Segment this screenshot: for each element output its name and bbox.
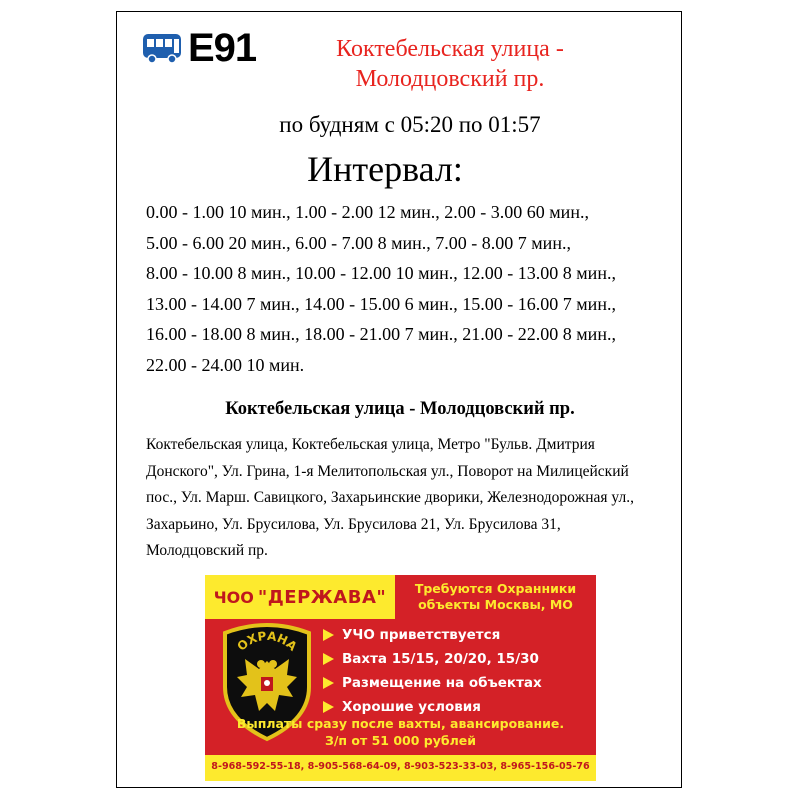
stops-title: Коктебельская улица - Молодцовский пр. <box>225 399 575 419</box>
ad-company-name: "ДЕРЖАВА" <box>257 586 387 608</box>
badge-text: ОХРАНА <box>234 628 300 654</box>
ad-pay-info <box>205 715 596 749</box>
arrow-icon <box>323 629 334 641</box>
interval-line: 0.00 - 1.00 10 мин., 1.00 - 2.00 12 мин., 2.00 - 3.00 60 мин., <box>146 202 589 222</box>
security-job-ad <box>205 575 596 781</box>
route-header <box>142 28 256 68</box>
route-number: E91 <box>188 26 257 70</box>
ad-pay-line2: З/п от 51 000 рублей <box>324 733 477 748</box>
arrow-icon <box>323 653 334 665</box>
interval-list <box>146 197 616 380</box>
ad-bullet: Вахта 15/15, 20/20, 15/30 <box>323 647 542 671</box>
ad-bullet: УЧО приветствуется <box>323 623 542 647</box>
interval-line: 5.00 - 6.00 20 мин., 6.00 - 7.00 8 мин., 7.00 - 8.00 7 мин., <box>146 232 571 253</box>
interval-line: 22.00 - 24.00 10 мин. <box>146 354 305 375</box>
bus-icon <box>142 31 182 65</box>
ad-header <box>205 575 596 619</box>
ad-job-title <box>395 575 596 619</box>
route-name-line1: Коктебельская улица - <box>336 36 564 62</box>
interval-line: 8.00 - 10.00 8 мин., 10.00 - 12.00 10 мин., 12.00 - 13.00 8 мин., <box>146 263 616 283</box>
ad-job-line1: Требуются Охранники <box>414 581 577 596</box>
ad-job-line2: объекты Москвы, МО <box>418 597 573 612</box>
ad-bullet: Хорошие условия <box>323 695 542 719</box>
ad-company-prefix: ЧОО <box>213 587 254 607</box>
ad-body <box>205 619 596 755</box>
interval-line: 16.00 - 18.00 8 мин., 18.00 - 21.00 7 мин., 21.00 - 22.00 8 мин., <box>146 324 616 344</box>
ad-phone-numbers: 8-968-592-55-18, 8-905-568-64-09, 8-903-523-33-03, 8-965-156-05-76 <box>211 761 590 772</box>
schedule-text: по будням с 05:20 по 01:57 <box>279 112 541 137</box>
ad-bullet: Размещение на объектах <box>323 671 542 695</box>
interval-title: Интервал: <box>307 149 463 189</box>
ad-company <box>205 575 395 619</box>
route-name <box>300 34 600 94</box>
ad-bullet-list <box>323 623 542 719</box>
interval-line: 13.00 - 14.00 7 мин., 14.00 - 15.00 6 мин., 15.00 - 16.00 7 мин., <box>146 293 616 314</box>
stops-text: Коктебельская улица, Коктебельская улица, Метро "Бульв. Дмитрия Донского", Ул. Грина, 1-я Мелитопольская ул., Поворот на Милицейский пос., Ул. Марш. Савицкого, Захарьинские дворики, Железнодорожная ул., Захарьино, Ул. Брусилова, Ул. Брусилова 21, Ул. Брусилова 31, Молодцовский пр. <box>146 436 634 559</box>
arrow-icon <box>323 677 334 689</box>
route-name-line2: Молодцовский пр. <box>355 66 545 92</box>
arrow-icon <box>323 701 334 713</box>
ad-pay-line1: Выплаты сразу после вахты, авансирование. <box>236 716 565 731</box>
